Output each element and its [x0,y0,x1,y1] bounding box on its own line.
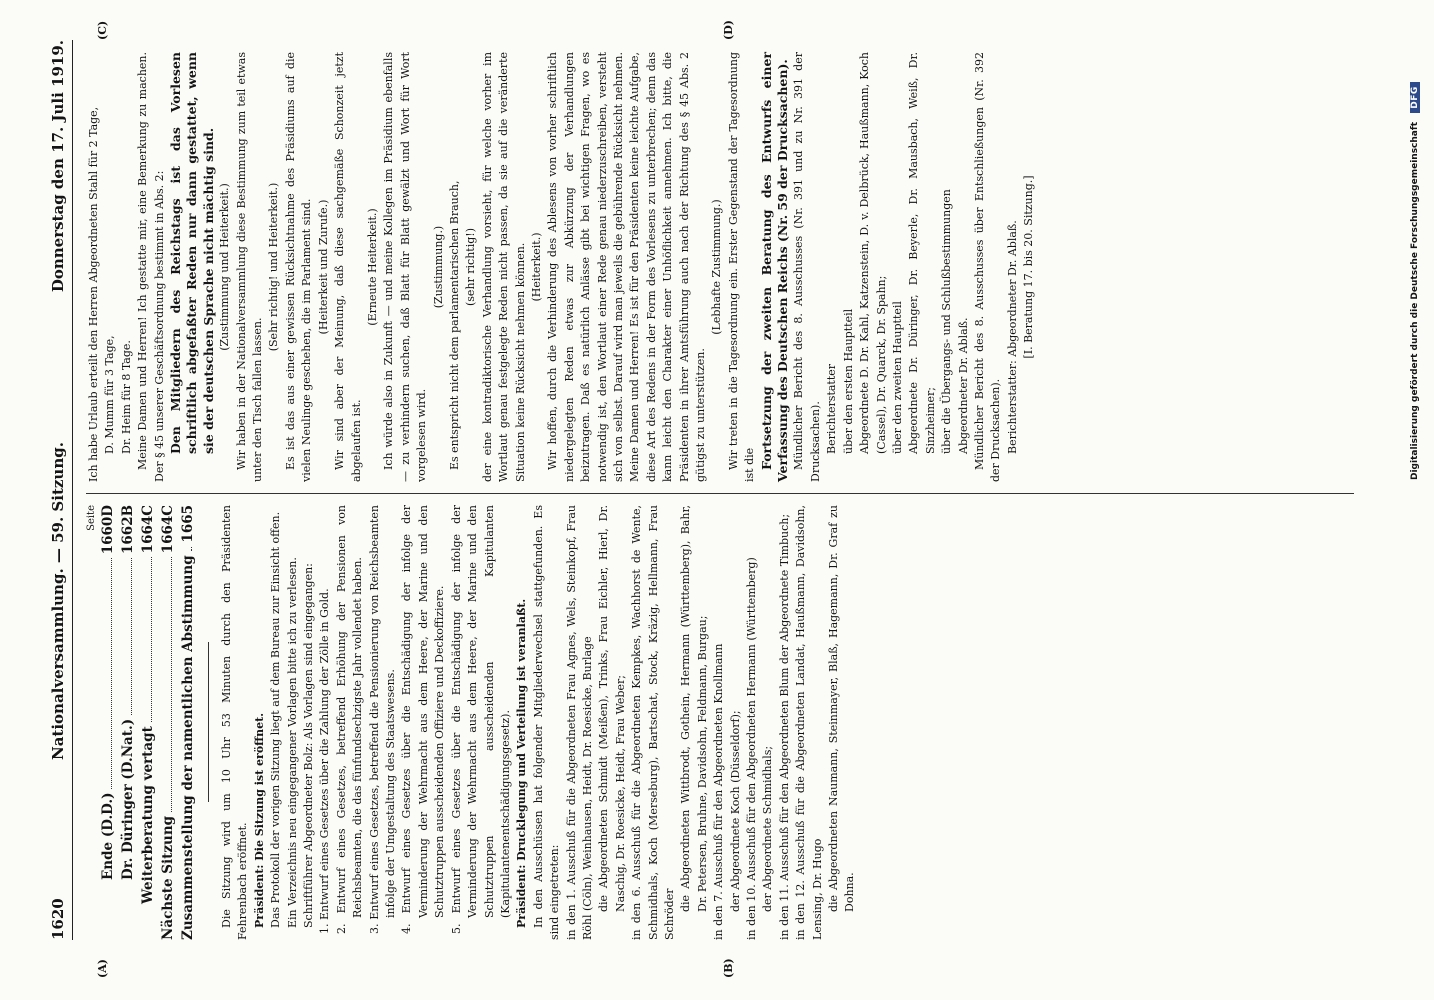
dfg-logo: DFG [1410,82,1420,113]
paragraph: Präsident: Drucklegung und Verteilung ist veranlaßt. [515,598,529,928]
section-rule [208,643,209,803]
toc-label: Zusammenstellung der namentlichen Abstimmung [180,555,196,940]
paragraph: die Abgeordneten Naumann, Steinmayer, Blaß, Hagemann, Dr. Graf zu Dohna. [827,505,857,912]
list-item: 4. Entwurf eines Gesetzes über die Entschädigung der infolge der Verminderung der Wehrmacht aus dem Heere, der Marine und den Schutztruppen ausscheidenden Offiziere und Deckoffiziere. [400,505,447,934]
list-item: 5. Entwurf eines Gesetzes über die Entschädigung der infolge der Verminderung der Wehrmacht aus dem Heere, der Marine und den Schutztruppen ausscheidenden Kapitulanten (Kapitulantenentschädigungsgesetz). [449,505,512,934]
toc-label: Weiterberatung vertagt [140,726,156,904]
margin-mark-c: (C) [96,20,109,40]
interjection: (Heiterkeit.) [529,232,543,302]
margin-mark-a: (A) [96,959,109,978]
paragraph: der Abgeordnete Koch (Düsseldorf); [728,710,742,912]
paragraph: Mündlicher Bericht des 8. Ausschusses über Entschließungen (Nr. 392 der Drucksachen). [972,52,1003,482]
toc-leader [191,547,192,552]
toc-page: 1665 [180,505,196,543]
paragraph: der Abgeordnete Schmidhals; [761,745,775,912]
table-of-contents [86,505,198,940]
list-item: 1. Entwurf eines Gesetzes über die Zahlung der Zölle in Gold. [318,588,332,934]
paragraph: Dr. Heim für 8 Tage. [119,340,133,454]
interjection: (Erneute Heiterkeit.) [365,208,379,326]
toc-row [158,505,178,940]
toc-seite-label: Seite [86,505,97,531]
paragraph: über die Übergangs- und Schlußbestimmungen [940,189,954,454]
list-item: 3. Entwurf eines Gesetzes, betreffend die Pensionierung von Reichsbeamten infolge der Umgestaltung des Staatswesens. [367,505,398,934]
paragraph: Abgeordnete Dr. Düringer, Dr. Beyerle, Dr. Mausbach, Weiß, Dr. Sinzheimer; [907,52,937,454]
paragraph: Schriftführer Abgeordneter Bolz: Als Vorlagen sind eingegangen: [302,563,316,928]
paragraph: Wir sind aber der Meinung, daß diese sachgemäße Schonzeit jetzt abgelaufen ist. [333,52,363,482]
interjection: (sehr richtig!) [464,228,478,306]
interjection: (Zustimmung.) [431,225,445,309]
paragraph: Wir treten in die Tagesordnung ein. Erster Gegenstand der Tagesordnung ist die [726,52,757,482]
toc-row [178,505,198,940]
toc-leader [151,557,152,722]
paragraph: der eine kontradiktorische Verhandlung vorsieht, für welche vorher im Wortlaut genau festgelegte Reden nicht passen, da sie auf die veränderte Situation keine Rücksicht nehmen können. [480,52,527,482]
paragraph: Abgeordneter Dr. Ablaß. [956,317,970,454]
left-column [86,505,1354,940]
paragraph: Wir haben in der Nationalversammlung diese Bestimmung zum teil etwas unter den Tisch fallen lassen. [234,52,265,482]
paragraph: Präsident: Die Sitzung ist eröffnet. [252,712,266,928]
paragraph: Wir hoffen, durch die Verhinderung des Ablesens von vorher schriftlich niedergelegten Reden etwas zur Abkürzung der Verhandlungen beizutragen. Daß es natürlich Anlässe gibt bei wichtigen Fragen, wo es notwendig ist, den Wortlaut einer Rede genau niederzuschreiben, versteht sich von selbst. Darauf wird man jeweils die gebührende Rücksicht nehmen. Meine Damen und Herren! Es ist für den Präsidenten keine leichte Aufgabe, diese Art des Redens in der Form des Vorlesens zu unterbrechen; denn das kann leicht den Charakter einer Unhöflichkeit annehmen. Ich bitte, die Präsidenten in ihrer Amtsführung auch nach der Richtung des § 45 Abs. 2 gütigst zu unterstützen. [546,52,708,482]
toc-leader [111,558,112,788]
paragraph: in den 12. Ausschuß für die Abgeordneten Landat, Haußmann, Davidsohn, Lensing, Dr. Hugo [794,505,824,940]
interjection: (Sehr richtig! und Heiterkeit.) [267,182,281,352]
paragraph: Berichterstatter: Abgeordneter Dr. Ablaß. [1005,220,1019,454]
page-number: 1620 [49,898,67,940]
paragraph: die Abgeordneten Wittbrodt, Gothein, Hermann (Württemberg), Bahr, Dr. Petersen, Bruhne, Davidsohn, Feldmann, Burgau; [679,505,709,912]
paragraph: D. Mumm für 3 Tage, [103,335,117,454]
paragraph: über den zweiten Hauptteil [890,301,904,454]
paragraph: über den ersten Hauptteil [841,308,855,454]
digitization-note [1410,82,1420,480]
paragraph: Ein Verzeichnis neu eingegangener Vorlagen bitte ich zu verlesen. [285,557,299,928]
toc-row [138,505,158,940]
paragraph: in den 10. Ausschuß für den Abgeordneten Hermann (Württemberg) [745,557,758,940]
interjection: (Lebhafte Zustimmung.) [710,199,724,335]
agenda-item-title: Fortsetzung der zweiten Beratung des Entwurfs einer Verfassung des Deutschen Reichs (Nr. 59 der Drucksachen). [758,52,791,482]
header-title: Nationalversammlung. — 59. Sitzung. [49,442,67,760]
paragraph: Abgeordnete D. Dr. Kahl, Katzenstein, D. v. Delbrück, Haußmann, Koch (Cassel), Dr. Quarck, Dr. Spahn; [858,52,888,454]
toc-page: 1664C [140,505,156,554]
margin-mark-d: (D) [722,20,735,40]
margin-mark-b: (B) [722,958,735,978]
paragraph: in den 11. Ausschuß für den Abgeordneten Blum der Abgeordnete Timbuch; [777,513,791,940]
paragraph: Ich würde also in Zukunft — und meine Kollegen im Präsidium ebenfalls — zu verhindern suchen, daß Blatt für Blatt gewälzt und Wort für Wort vorgelesen wird. [382,52,429,482]
header-date: Donnerstag den 17. Juli 1919. [49,40,67,293]
toc-row [98,505,118,940]
page-header [38,40,73,940]
paragraph: Die Sitzung wird um 10 Uhr 53 Minuten durch den Präsidenten Fehrenbach eröffnet. [220,505,250,940]
toc-label: Nächste Sitzung [160,815,176,940]
toc-label: Ende (D.D.) [100,792,116,880]
paragraph: die Abgeordneten Schmidt (Meißen), Trinks, Frau Eichler, Hierl, Dr. Naschig, Dr. Roesicke, Heidt, Frau Weber; [597,505,627,912]
paragraph: in den 1. Ausschuß für die Abgeordneten Frau Agnes, Wels, Steinkopf, Frau Röhl (Cöln), Weinhausen, Heidt, Dr. Roesicke, Burlage [564,505,594,940]
toc-page: 1660D [100,505,116,555]
interjection: (Heiterkeit und Zurufe.) [316,199,330,335]
paragraph: Das Protokoll der vorigen Sitzung liegt auf dem Bureau zur Einsicht offen. [269,511,283,928]
paragraph: in den 6. Ausschuß für die Abgeordneten Kempkes, Wachhorst de Wente, Schmidhals, Koch (Merseburg), Bartschat, Stock, Kräzig, Hellmann, Frau Schröder [630,505,676,940]
paragraph: In den Ausschüssen hat folgender Mitgliederwechsel stattgefunden. Es sind eingetreten: [531,505,562,940]
right-column [86,52,1354,482]
list-item: 2. Entwurf eines Gesetzes, betreffend Erhöhung der Pensionen von Reichsbeamten, die das fünfundsechzigste Jahr vollendet haben. [334,505,365,934]
paragraph: Meine Damen und Herren! Ich gestatte mir, eine Bemerkung zu machen. Der § 45 unserer Geschäftsordnung bestimmt in Abs. 2: [136,52,166,482]
paragraph: Es ist das aus einer gewissen Rücksichtnahme des Präsidiums auf die vielen Neulinge geschehen, die im Parlament sind. [283,52,314,482]
paragraph: Berichterstatter [825,363,839,454]
toc-row [118,505,138,940]
toc-page: 1664C [160,505,176,554]
paragraph: in den 7. Ausschuß für den Abgeordneten Knollmann [712,643,726,940]
interjection: (Zustimmung und Heiterkeit.) [218,183,232,351]
paragraph: Mündlicher Bericht des 8. Ausschusses (Nr. 391 und zu Nr. 391 der Drucksachen). [792,52,822,482]
paragraph: Ich habe Urlaub erteilt den Herren Abgeordneten Stahl für 2 Tage, [87,106,100,482]
toc-leader [171,557,172,812]
toc-label: Dr. Düringer (D.Nat.) [120,718,136,880]
toc-page: 1662B [120,505,136,554]
session-reference: [I. Beratung 17. bis 20. Sitzung.] [1022,175,1036,359]
paragraph: Es entspricht nicht dem parlamentarischen Brauch, [447,180,461,470]
quoted-rule: Den Mitgliedern des Reichstags ist das Vorlesen schriftlich abgefaßter Reden nur dann gestattet, wenn sie der deutschen Sprache nicht mächtig sind. [168,52,216,454]
column-divider [86,493,1354,494]
digitization-text: Digitalisierung gefördert durch die Deutsche Forschungsgemeinschaft [1410,121,1420,480]
toc-leader [131,558,132,715]
